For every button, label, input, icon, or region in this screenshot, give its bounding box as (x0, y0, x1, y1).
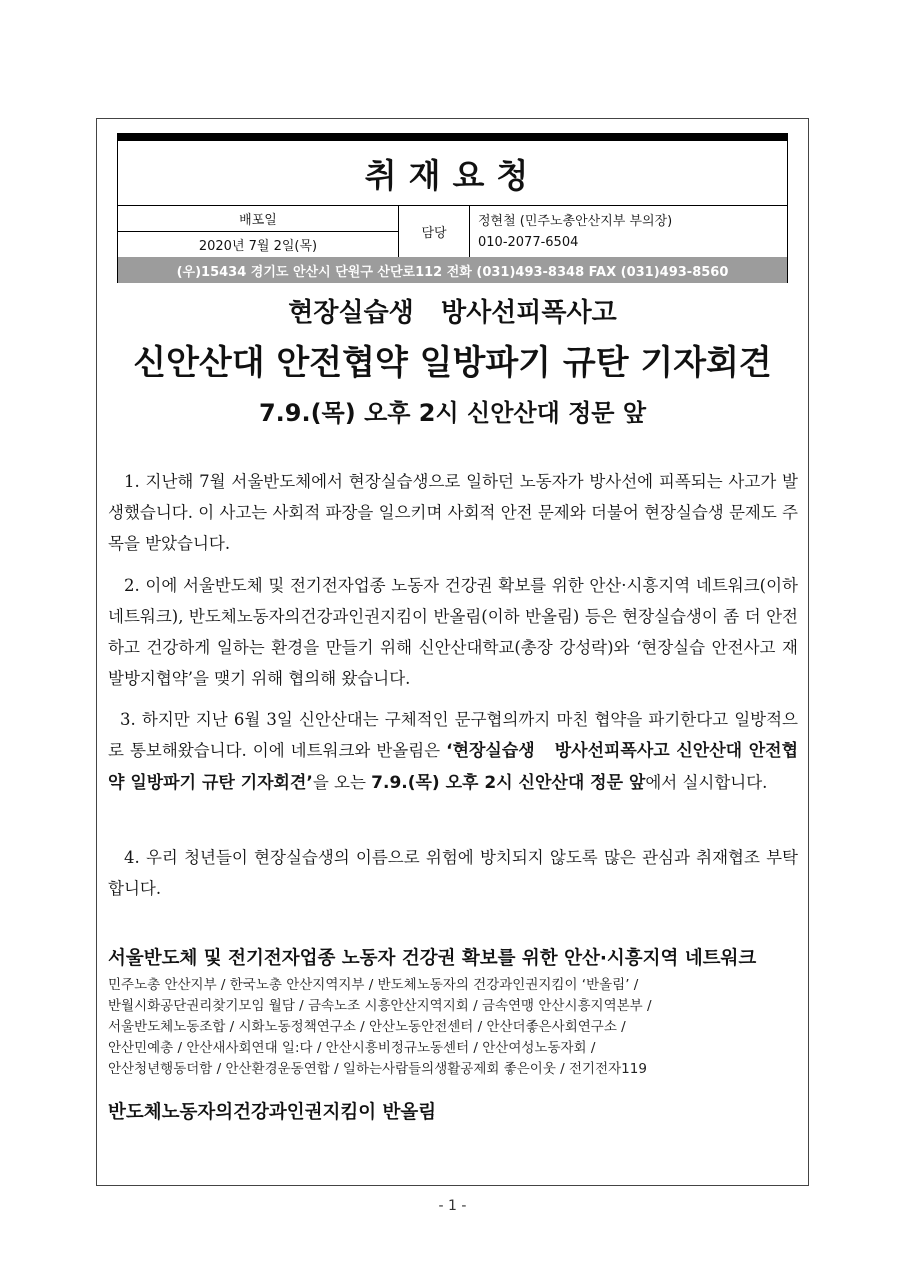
header-top-bar (117, 133, 788, 141)
header-info-row (117, 206, 788, 257)
release-date-value: 2020년 7월 2일(목) (198, 239, 318, 254)
member-line: 안산청년행동더함 / 안산환경운동연합 / 일하는사람들의생활공제회 좋은이웃 / 전기전자119 (108, 1061, 647, 1077)
address-bar: (우)15434 경기도 안산시 단원구 산단로112 전화 (031)493-8348 FAX (031)493-8560 (117, 257, 788, 283)
headline-subtitle: 현장실습생 방사선피폭사고 (288, 298, 617, 328)
member-line: 민주노총 안산지부 / 한국노총 안산지역지부 / 반도체노동자의 건강과인권지킴이 ‘반올림’ / (108, 977, 639, 993)
release-date-cell (118, 206, 399, 257)
paragraph-3-text-e: 에서 실시합니다. (645, 773, 768, 792)
paragraph-3-text-c: 을 오는 (312, 773, 372, 792)
event-title-emphasis: ‘현장실습생 방사선피폭사고 신안산대 안전협약 일방파기 규탄 기자회견’ (108, 741, 798, 793)
contact-phone: 010-2077-6504 (478, 234, 579, 250)
body-paragraph-2: 2. 이에 서울반도체 및 전기전자업종 노동자 건강권 확보를 위한 안산·시흥지역 네트워크(이하 네트워크), 반도체노동자의건강과인권지킴이 반올림(이하 반올림) 등은 현장실습생이 좀 더 안전하고 건강하게 일하는 환경을 만들기 위해 신안산대학교(총장 강성락)와 ‘현장실습 안전사고 재발방지협약’을 맺기 위해 협의해 왔습니다. (108, 576, 798, 688)
paragraph-3-text-a: 3. 하지만 지난 6월 3일 신안산대는 구체적인 문구협의까지 마친 협약을 파기한다고 일방적으로 통보해왔습니다. 이에 네트워크와 반올림은 (108, 710, 798, 760)
member-line: 반월시화공단권리찾기모임 월담 / 금속노조 시흥안산지역지회 / 금속연맹 안산시흥지역본부 / (108, 998, 652, 1014)
body-paragraph-4: 4. 우리 청년들이 현장실습생의 이름으로 위험에 방치되지 않도록 많은 관심과 취재협조 부탁합니다. (108, 848, 798, 898)
member-line: 서울반도체노동조합 / 시화노동정책연구소 / 안산노동안전센터 / 안산더좋은사회연구소 / (108, 1019, 626, 1035)
event-time-emphasis: 7.9.(목) 오후 2시 신안산대 정문 앞 (371, 773, 646, 793)
banolim-signature: 반도체노동자의건강과인권지킴이 반올림 (108, 1102, 437, 1123)
press-header-box (117, 133, 788, 283)
release-date-label: 배포일 (118, 206, 398, 232)
body-paragraph-1: 1. 지난해 7월 서울반도체에서 현장실습생으로 일하던 노동자가 방사선에 피폭되는 사고가 발생했습니다. 이 사고는 사회적 파장을 일으키며 사회적 안전 문제와 더불어 현장실습생 문제도 주목을 받았습니다. (108, 472, 798, 553)
page-number: - 1 - (438, 1198, 467, 1214)
contact-cell (470, 206, 787, 257)
contact-label: 담당 (399, 206, 470, 257)
headline-schedule: 7.9.(목) 오후 2시 신안산대 정문 앞 (258, 399, 647, 427)
member-line: 안산민예총 / 안산새사회연대 일:다 / 안산시흥비정규노동센터 / 안산여성노동자회 / (108, 1040, 596, 1056)
headline-main: 신안산대 안전협약 일방파기 규탄 기자회견 (133, 343, 772, 383)
contact-name: 정현철 (민주노총안산지부 부의장) (478, 213, 673, 229)
network-title: 서울반도체 및 전기전자업종 노동자 건강권 확보를 위한 안산·시흥지역 네트워크 (108, 948, 757, 969)
network-member-list (108, 975, 798, 1080)
document-title: 취재요청 (117, 141, 788, 206)
body-paragraph-3 (108, 704, 798, 799)
